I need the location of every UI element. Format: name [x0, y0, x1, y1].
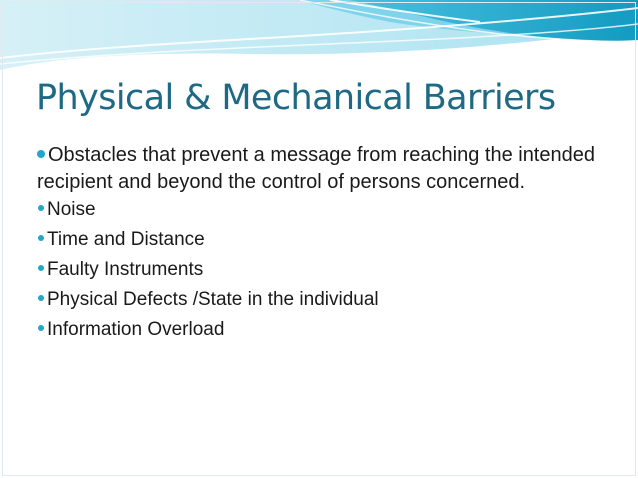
intro-bullet	[37, 142, 597, 195]
list-item-label: Time and Distance	[47, 229, 205, 250]
list-item-label: Information Overload	[47, 319, 225, 340]
header-wave-decoration	[0, 0, 638, 80]
intro-text: Obstacles that prevent a message from reaching the intended recipient and beyond the control of persons concerned.	[37, 144, 595, 193]
bullet-icon	[37, 150, 45, 158]
slide-body	[37, 142, 597, 349]
slide-title: Physical & Mechanical Barriers	[36, 78, 556, 118]
list-item-label: Faulty Instruments	[47, 259, 204, 280]
list-item-label: Noise	[47, 199, 96, 220]
bullet-icon	[38, 325, 44, 331]
list-item	[37, 289, 597, 311]
list-item	[37, 199, 597, 221]
bullet-icon	[38, 295, 44, 301]
list-item	[37, 259, 597, 281]
list-item	[37, 319, 597, 341]
list-item	[37, 229, 597, 251]
bullet-icon	[38, 265, 44, 271]
list-item-label: Physical Defects /State in the individual	[47, 289, 379, 310]
bullet-icon	[38, 205, 44, 211]
bullet-icon	[38, 235, 44, 241]
